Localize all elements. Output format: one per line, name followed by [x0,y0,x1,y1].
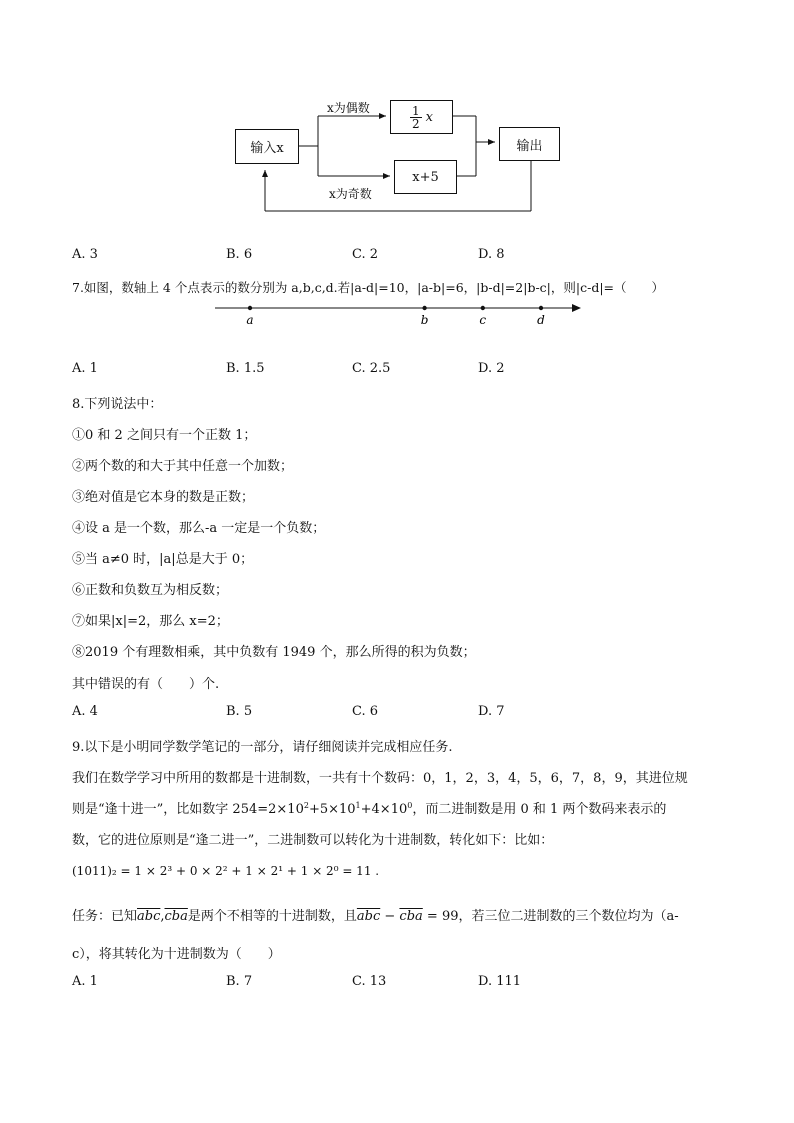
input-box [235,129,299,164]
q9-option-a[interactable]: A. 1 [72,974,98,989]
q8-item-6: ⑥正数和负数互为相反数； [72,583,229,598]
q8-item-8: ⑧2019 个有理数相乘，其中负数有 1949 个，那么所得的积为负数； [72,645,476,660]
half-variable: x [425,109,433,125]
q8-item-5: ⑤当 a≠0 时，|a|总是大于 0； [72,552,254,567]
q8-stem: 8.下列说法中： [72,397,163,412]
cba-numeral: $\overline{cba}$ [164,909,188,924]
q7-option-d[interactable]: D. 2 [478,361,505,376]
q7-options [72,361,712,379]
q6-option-b[interactable]: B. 6 [226,247,253,262]
point-b [422,306,426,310]
number-line [200,298,600,328]
q8-option-b[interactable]: B. 5 [226,704,253,719]
q9-p2-part-d: ，而二进制数是用 0 和 1 两个数码来表示的 [412,802,667,817]
q9-paragraph-1: 我们在数学学习中所用的数都是十进制数，一共有十个数码：0，1，2，3，4，5，6，7，8，9，其进位规 [72,771,688,786]
output-label: 输出 [516,138,543,154]
q9-option-d[interactable]: D. 111 [478,974,522,989]
q7-option-c[interactable]: C. 2.5 [352,361,391,376]
q8-item-1: ①0 和 2 之间只有一个正数 1； [72,428,257,443]
q9-p2-part-a: 则是“逢十进一”，比如数字 254=2×10 [72,802,304,817]
input-label: 输入x [250,141,284,156]
point-a [248,306,252,310]
q7-option-a[interactable]: A. 1 [72,361,98,376]
half-box [390,100,453,134]
point-c [481,306,485,310]
q6-option-c[interactable]: C. 2 [352,247,379,262]
half-denominator: 2 [412,116,420,131]
q8-ask: 其中错误的有（ ）个. [72,677,220,692]
output-box [499,127,560,161]
q8-option-c[interactable]: C. 6 [352,704,379,719]
point-label-b: b [420,313,429,327]
q9-task-line-2: c），将其转化为十进制数为（ ） [72,947,281,962]
q8-item-7: ⑦如果|x|=2，那么 x=2； [72,614,229,629]
q8-item-4: ④设 a 是一个数，那么-a 一定是一个负数； [72,521,326,536]
q9-task-line-1: 任务：已知$\overline{abc},\overline{cba}$是两个不相等的十进制数，且$\overline{abc} - \overline{cba} = 99$，若三位二进制数的三个数位均为（a- [72,909,679,924]
q8-option-a[interactable]: A. 4 [72,704,98,719]
half-numerator: 1 [412,103,420,118]
q6-option-d[interactable]: D. 8 [478,247,505,262]
even-label: x为偶数 [327,101,370,115]
q9-stem: 9.以下是小明同学数学笔记的一部分，请仔细阅读并完成相应任务. [72,740,453,755]
half-fraction [410,105,422,130]
point-label-c: c [479,313,487,327]
q9-options [72,974,712,992]
q8-option-d[interactable]: D. 7 [478,704,505,719]
q9-paragraph-2: 则是“逢十进一”，比如数字 $254=2\times 10^2+5\times 10^1+4\times 10^0$，而二进制数是用 0 和 1 两个数码来表示的 [72,801,667,817]
q9-p2-part-b: +5×10 [308,802,356,817]
q9-option-c[interactable]: C. 13 [352,974,387,989]
q9-option-b[interactable]: B. 7 [226,974,253,989]
q9-paragraph-3: 数，它的进位原则是“逢二进一”，二进制数可以转化为十进制数，转化如下：比如： [72,833,554,848]
point-d [539,306,543,310]
point-label-d: d [537,313,545,327]
point-label-a: a [246,313,254,327]
q9-p2-part-c: +4×10 [360,802,408,817]
plus-five-label: x+5 [412,169,439,185]
q8-item-3: ③绝对值是它本身的数是正数； [72,490,255,505]
q6-options [72,247,712,265]
plus-five-box [394,160,457,194]
abc-numeral: $\overline{abc}$ [137,909,161,924]
q7-option-b[interactable]: B. 1.5 [226,361,265,376]
q8-item-2: ②两个数的和大于其中任意一个加数； [72,459,294,474]
odd-label: x为奇数 [329,187,372,201]
q7-stem: 7.如图，数轴上 4 个点表示的数分别为 a,b,c,d.若|a-d|=10，|a-b|=6，|b-d|=2|b-c|，则|c-d|=（ ） [72,280,665,295]
q9-formula: (1011)₂ = 1 × 2³ + 0 × 2² + 1 × 2¹ + 1 × 2⁰ = 11 . [72,864,380,878]
q6-option-a[interactable]: A. 3 [72,247,98,262]
q8-options [72,704,712,722]
